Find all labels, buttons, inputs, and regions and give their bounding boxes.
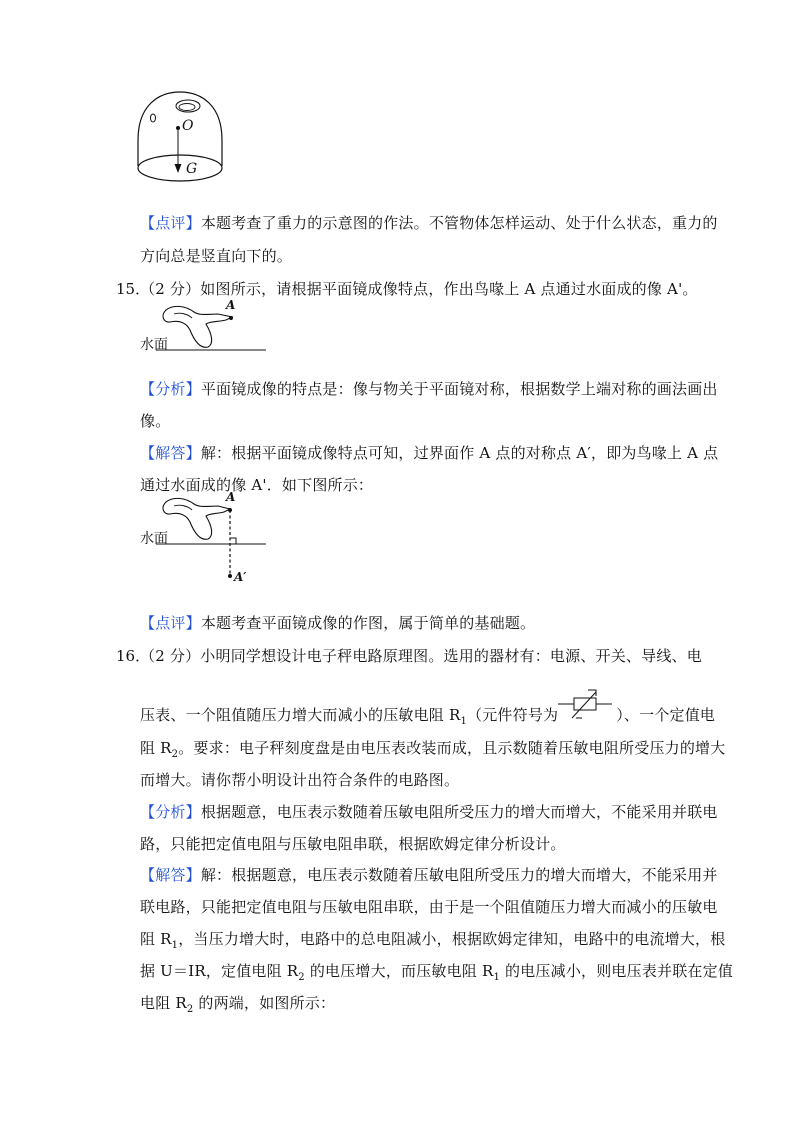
water-label: 水面 bbox=[140, 337, 168, 353]
comment14-line2: 方向总是竖直向下的。 bbox=[140, 247, 293, 265]
q15-analysis-line2: 像。 bbox=[140, 412, 171, 430]
q16-answer-line1: 【解答】解：根据题意，电压表示数随着压敏电阻所受压力的增大而增大，不能采用并 bbox=[140, 866, 718, 884]
comment-tag: 【点评】 bbox=[140, 614, 201, 632]
q16-analysis-line2: 路，只能把定值电阻与压敏电阻串联，根据欧姆定律分析设计。 bbox=[140, 835, 566, 853]
pressure-resistor-symbol bbox=[558, 706, 616, 720]
varistor-icon bbox=[558, 684, 616, 724]
answer-tag: 【解答】 bbox=[140, 444, 201, 462]
q16-answer-line4: 据 U＝IR，定值电阻 $R_2$ 的电压增大，而压敏电阻 $R_1$ 的电压减小，则电压表并联在定值 bbox=[140, 962, 734, 983]
q16-line2: 压表、一个阻值随压力增大而减小的压敏电阻 $R_1$（元件符号为 ）、一个定值电 bbox=[140, 704, 715, 727]
q15-answer-line1: 【解答】解：根据平面镜成像特点可知，过界面作 A 点的对称点 A′，即为鸟喙上 A 点 bbox=[140, 444, 719, 462]
dome-diagram bbox=[130, 88, 230, 188]
label-a-prime: A′ bbox=[234, 570, 247, 584]
figure-bird-question bbox=[138, 298, 270, 356]
q16-analysis-line1: 【分析】根据题意，电压表示数随着压敏电阻所受压力的增大而增大，不能采用并联电 bbox=[140, 803, 718, 821]
label-a: A bbox=[226, 298, 236, 312]
label-g: G bbox=[186, 161, 198, 177]
answer-tag: 【解答】 bbox=[140, 866, 201, 884]
question-15-number: 15． bbox=[116, 280, 151, 298]
q16-line1: （2 分）小明同学想设计电子秤电路原理图。选用的器材有：电源、开关、导线、电 bbox=[140, 647, 702, 665]
q15-analysis-line1: 【分析】平面镜成像的特点是：像与物关于平面镜对称，根据数学上端对称的画法画出 bbox=[140, 380, 718, 398]
water-label: 水面 bbox=[140, 531, 168, 547]
figure-dome bbox=[130, 88, 230, 188]
q16-line4: 而增大。请你帮小明设计出符合条件的电路图。 bbox=[140, 771, 460, 789]
q16-line3: 阻 $R_2$。要求：电子秤刻度盘是由电压表改装而成，且示数随着压敏电阻所受压力的增大 bbox=[140, 739, 726, 760]
label-a: A bbox=[226, 490, 236, 504]
comment14-line1: 【点评】本题考查了重力的示意图的作法。不管物体怎样运动、处于什么状态，重力的 bbox=[140, 214, 718, 232]
question-15-text: （2 分）如图所示，请根据平面镜成像特点，作出鸟喙上 A 点通过水面成的像 A'。 bbox=[140, 280, 698, 298]
analysis-tag: 【分析】 bbox=[140, 803, 201, 821]
q16-answer-line5: 电阻 $R_2$ 的两端，如图所示： bbox=[140, 994, 336, 1015]
comment-tag: 【点评】 bbox=[140, 214, 201, 232]
q16-answer-line3: 阻 $R_1$，当压力增大时，电路中的总电阻减小，根据欧姆定律知，电路中的电流增大，根 bbox=[140, 930, 726, 951]
q15-comment-line1: 【点评】本题考查平面镜成像的作图，属于简单的基础题。 bbox=[140, 614, 536, 632]
figure-bird-answer bbox=[138, 490, 270, 590]
question-16-number: 16． bbox=[116, 647, 151, 665]
analysis-tag: 【分析】 bbox=[140, 380, 201, 398]
label-o: O bbox=[182, 118, 194, 134]
q15-answer-line2: 通过水面成的像 A'．如下图所示： bbox=[140, 476, 374, 494]
q16-answer-line2: 联电路，只能把定值电阻与压敏电阻串联，由于是一个阻值随压力增大而减小的压敏电 bbox=[140, 898, 718, 916]
